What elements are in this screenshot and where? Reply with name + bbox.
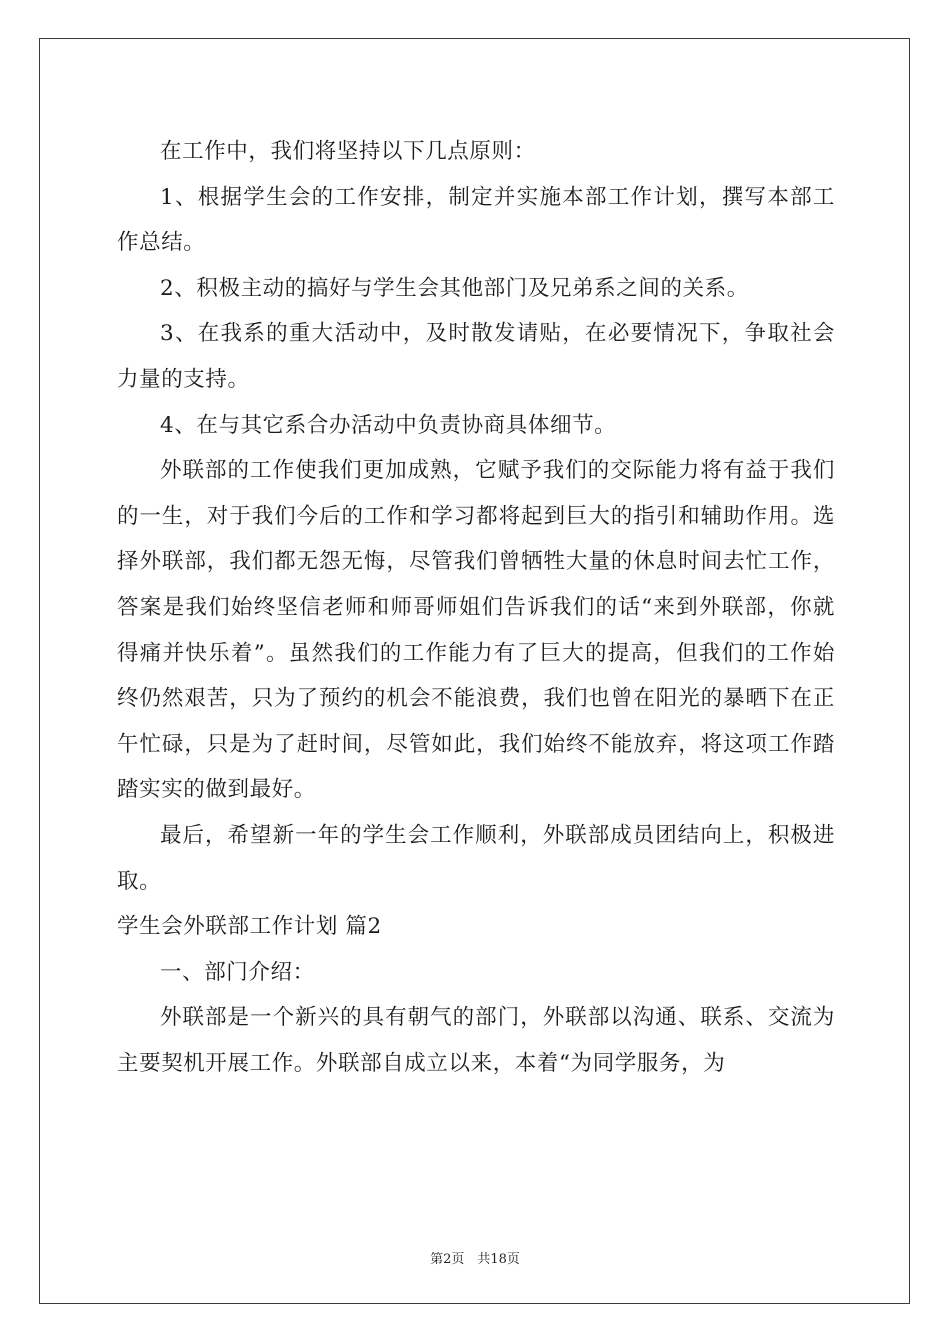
paragraph: 1、根据学生会的工作安排，制定并实施本部工作计划，撰写本部工作总结。 <box>117 184 835 256</box>
paragraph: 一、部门介绍： <box>160 959 315 985</box>
document-body <box>117 129 835 1086</box>
paragraph: 外联部的工作使我们更加成熟，它赋予我们的交际能力将有益于我们的一生，对于我们今后的工作和学习都将起到巨大的指引和辅助作用。选择外联部，我们都无怨无悔，尽管我们曾牺牲大量的休息时间去忙工作，答案是我们始终坚信老师和师哥师姐们告诉我们的话“来到外联部，你就得痛并快乐着”。虽然我们的工作能力有了巨大的提高，但我们的工作始终仍然艰苦，只为了预约的机会不能浪费，我们也曾在阳光的暴晒下在正午忙碌，只是为了赶时间，尽管如此，我们始终不能放弃，将这项工作踏踏实实的做到最好。 <box>117 458 835 803</box>
paragraph: 外联部是一个新兴的具有朝气的部门，外联部以沟通、联系、交流为主要契机开展工作。外联部自成立以来，本着“为同学服务，为 <box>117 1005 835 1076</box>
paragraph: 4、在与其它系合办活动中负责协商具体细节。 <box>160 412 617 438</box>
paragraph: 3、在我系的重大活动中，及时散发请贴，在必要情况下，争取社会力量的支持。 <box>117 321 835 392</box>
page-footer: 第2页 共18页 <box>430 1252 520 1267</box>
section-heading: 学生会外联部工作计划 篇2 <box>117 914 382 940</box>
paragraph: 2、积极主动的搞好与学生会其他部门及兄弟系之间的关系。 <box>160 275 749 301</box>
paragraph: 最后，希望新一年的学生会工作顺利，外联部成员团结向上，积极进取。 <box>117 822 835 894</box>
paragraph: 在工作中，我们将坚持以下几点原则： <box>160 139 536 164</box>
